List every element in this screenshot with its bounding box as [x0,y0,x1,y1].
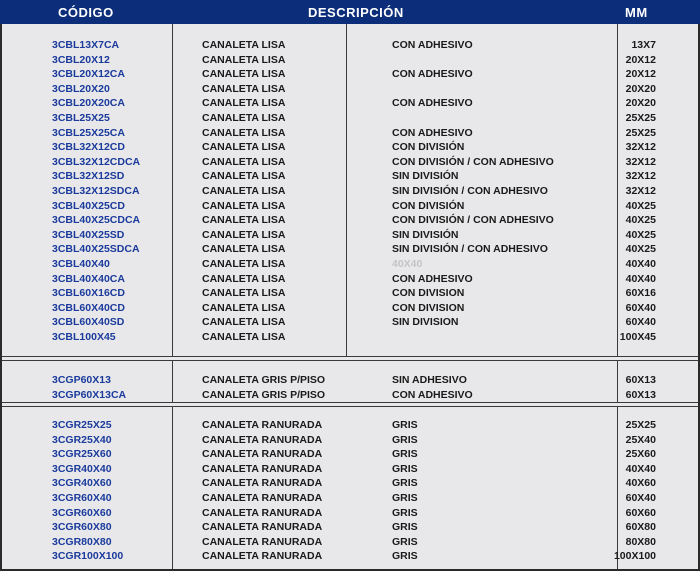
product-name: CANALETA RANURADA [202,521,323,534]
product-code: 3CBL40X40CA [52,272,125,285]
product-size: 25X60 [625,448,656,461]
product-size: 60X16 [625,287,656,300]
product-size: 60X13 [625,374,656,386]
product-code: 3CBL40X25CDCA [52,214,141,227]
product-detail: SIN DIVISIÓN [392,228,459,241]
product-code: 3CGR100X100 [52,550,124,563]
product-detail: SIN ADHESIVO [392,374,467,386]
product-detail: CON DIVISIÓN / CON ADHESIVO [392,214,554,227]
product-size: 40X40 [625,258,656,270]
table-row [2,126,698,141]
product-detail: GRIS [392,448,418,461]
table-row [2,228,698,243]
table-row [2,213,698,228]
product-code: 3CGR60X40 [52,492,112,504]
table-row [2,315,698,330]
product-size: 60X80 [625,521,656,534]
product-name: CANALETA LISA [202,228,286,241]
product-size: 60X40 [625,492,656,504]
product-detail: CON ADHESIVO [392,272,473,285]
product-detail: CON ADHESIVO [392,68,473,81]
product-detail: GRIS [392,506,418,519]
table-row [2,242,698,257]
product-size: 32X12 [625,155,656,168]
table-row [2,418,698,433]
product-detail: GRIS [392,492,418,504]
product-detail: CON ADHESIVO [392,39,473,51]
product-code: 3CGR40X40 [52,462,112,475]
product-name: CANALETA RANURADA [202,419,323,431]
product-name: CANALETA LISA [202,126,286,139]
product-name: CANALETA LISA [202,170,286,183]
product-name: CANALETA RANURADA [202,506,323,519]
product-size: 40X40 [625,462,656,475]
product-detail: GRIS [392,433,418,446]
product-code: 3CGP60X13CA [52,388,127,401]
table-header [0,0,700,24]
product-size: 25X40 [625,433,656,446]
table-row [2,96,698,111]
product-name: CANALETA RANURADA [202,448,323,461]
product-size: 60X60 [625,506,656,519]
table-row [2,447,698,462]
table-row [2,301,698,316]
product-size: 32X12 [625,170,656,183]
product-detail: GRIS [392,462,418,475]
product-detail: CON ADHESIVO [392,388,473,401]
product-detail: 40X40 [392,258,423,270]
table-row [2,476,698,491]
product-name: CANALETA GRIS P/PISO [202,374,326,386]
product-detail: SIN DIVISIÓN [392,170,459,183]
table-row [2,388,698,403]
product-code: 3CBL100X45 [52,331,116,343]
product-size: 40X25 [625,228,656,241]
product-code: 3CBL60X40CD [52,301,125,314]
product-name: CANALETA GRIS P/PISO [202,388,326,401]
product-size: 25X25 [625,126,656,139]
product-name: CANALETA LISA [202,272,286,285]
product-code: 3CGR25X60 [52,448,112,461]
product-name: CANALETA RANURADA [202,433,323,446]
table-row [2,520,698,535]
product-name: CANALETA LISA [202,112,286,124]
product-size: 40X25 [625,199,656,212]
product-code: 3CGR60X80 [52,521,112,534]
product-size: 100X100 [613,550,656,563]
product-code: 3CGR80X80 [52,535,112,548]
product-size: 100X45 [619,331,656,343]
table-row [2,140,698,155]
product-size: 32X12 [625,185,656,197]
table-row [2,155,698,170]
table-row [2,67,698,82]
table-row [2,169,698,184]
product-detail: GRIS [392,550,418,563]
product-detail: CON DIVISION [392,287,465,300]
product-name: CANALETA LISA [202,68,286,81]
product-code: 3CBL60X40SD [52,316,125,329]
product-detail: SIN DIVISION [392,316,459,329]
product-size: 40X25 [625,214,656,227]
table-row [2,111,698,126]
product-size: 25X25 [625,112,656,124]
product-code: 3CGP60X13 [52,374,111,386]
product-name: CANALETA RANURADA [202,535,323,548]
product-code: 3CBL40X25SD [52,228,125,241]
product-code: 3CBL40X25CD [52,199,125,212]
product-size: 40X25 [625,243,656,256]
product-code: 3CBL32X12SD [52,170,125,183]
product-code: 3CBL40X40 [52,258,110,270]
product-size: 60X40 [625,316,656,329]
product-size: 60X13 [625,388,656,401]
product-name: CANALETA LISA [202,82,286,95]
product-name: CANALETA RANURADA [202,550,323,563]
product-name: CANALETA RANURADA [202,462,323,475]
product-name: CANALETA LISA [202,97,286,110]
product-code: 3CBL20X20 [52,82,110,95]
product-name: CANALETA LISA [202,316,286,329]
product-detail: CON DIVISIÓN [392,199,465,212]
table-row [2,53,698,68]
table-row [2,257,698,272]
product-name: CANALETA LISA [202,214,286,227]
product-name: CANALETA LISA [202,243,286,256]
table-row [2,199,698,214]
product-detail: SIN DIVISIÓN / CON ADHESIVO [392,185,548,197]
product-detail: CON DIVISIÓN / CON ADHESIVO [392,155,554,168]
product-name: CANALETA LISA [202,331,286,343]
product-name: CANALETA RANURADA [202,492,323,504]
product-size: 20X20 [625,82,656,95]
product-name: CANALETA LISA [202,301,286,314]
product-code: 3CBL25X25 [52,112,110,124]
product-size: 20X12 [625,68,656,81]
table-row [2,272,698,287]
product-size: 40X60 [625,477,656,490]
product-size: 20X12 [625,53,656,66]
product-name: CANALETA LISA [202,141,286,154]
product-detail: GRIS [392,419,418,431]
product-code: 3CBL20X12CA [52,68,125,81]
product-code: 3CBL60X16CD [52,287,125,300]
product-size: 60X40 [625,301,656,314]
product-size: 40X40 [625,272,656,285]
table-row [2,462,698,477]
product-code: 3CGR60X60 [52,506,112,519]
table-row [2,373,698,388]
product-detail: CON ADHESIVO [392,126,473,139]
product-name: CANALETA LISA [202,185,286,197]
product-detail: GRIS [392,521,418,534]
product-size: 32X12 [625,141,656,154]
header-code: CÓDIGO [58,5,114,20]
section-separator [2,356,698,361]
product-name: CANALETA LISA [202,155,286,168]
product-name: CANALETA LISA [202,199,286,212]
product-name: CANALETA LISA [202,287,286,300]
product-code: 3CGR25X40 [52,433,112,446]
product-code: 3CBL20X12 [52,53,110,66]
product-detail: GRIS [392,535,418,548]
product-size: 25X25 [625,419,656,431]
table-row [2,491,698,506]
table-row [2,535,698,550]
header-description: DESCRIPCIÓN [308,5,404,20]
product-size: 13X7 [631,39,656,51]
product-name: CANALETA LISA [202,258,286,270]
table-row [2,286,698,301]
product-code: 3CBL32X12CDCA [52,155,141,168]
table-row [2,82,698,97]
product-detail: SIN DIVISIÓN / CON ADHESIVO [392,243,548,256]
header-mm: MM [625,5,648,20]
table-row [2,549,698,564]
table-row [2,506,698,521]
product-code: 3CBL20X20CA [52,97,125,110]
product-code: 3CBL32X12SDCA [52,185,140,197]
table-row [2,38,698,53]
section-separator [2,402,698,407]
product-name: CANALETA LISA [202,53,286,66]
product-code: 3CBL25X25CA [52,126,125,139]
product-code: 3CBL40X25SDCA [52,243,140,256]
product-code: 3CBL32X12CD [52,141,125,154]
product-detail: CON DIVISIÓN [392,141,465,154]
product-detail: CON DIVISION [392,301,465,314]
product-name: CANALETA RANURADA [202,477,323,490]
product-code: 3CGR40X60 [52,477,112,490]
table-row [2,330,698,345]
table-row [2,184,698,199]
product-size: 20X20 [625,97,656,110]
table-row [2,433,698,448]
product-code: 3CBL13X7CA [52,39,120,51]
product-detail: GRIS [392,477,418,490]
product-name: CANALETA LISA [202,39,286,51]
product-code: 3CGR25X25 [52,419,112,431]
product-detail: CON ADHESIVO [392,97,473,110]
product-size: 80X80 [625,535,656,548]
